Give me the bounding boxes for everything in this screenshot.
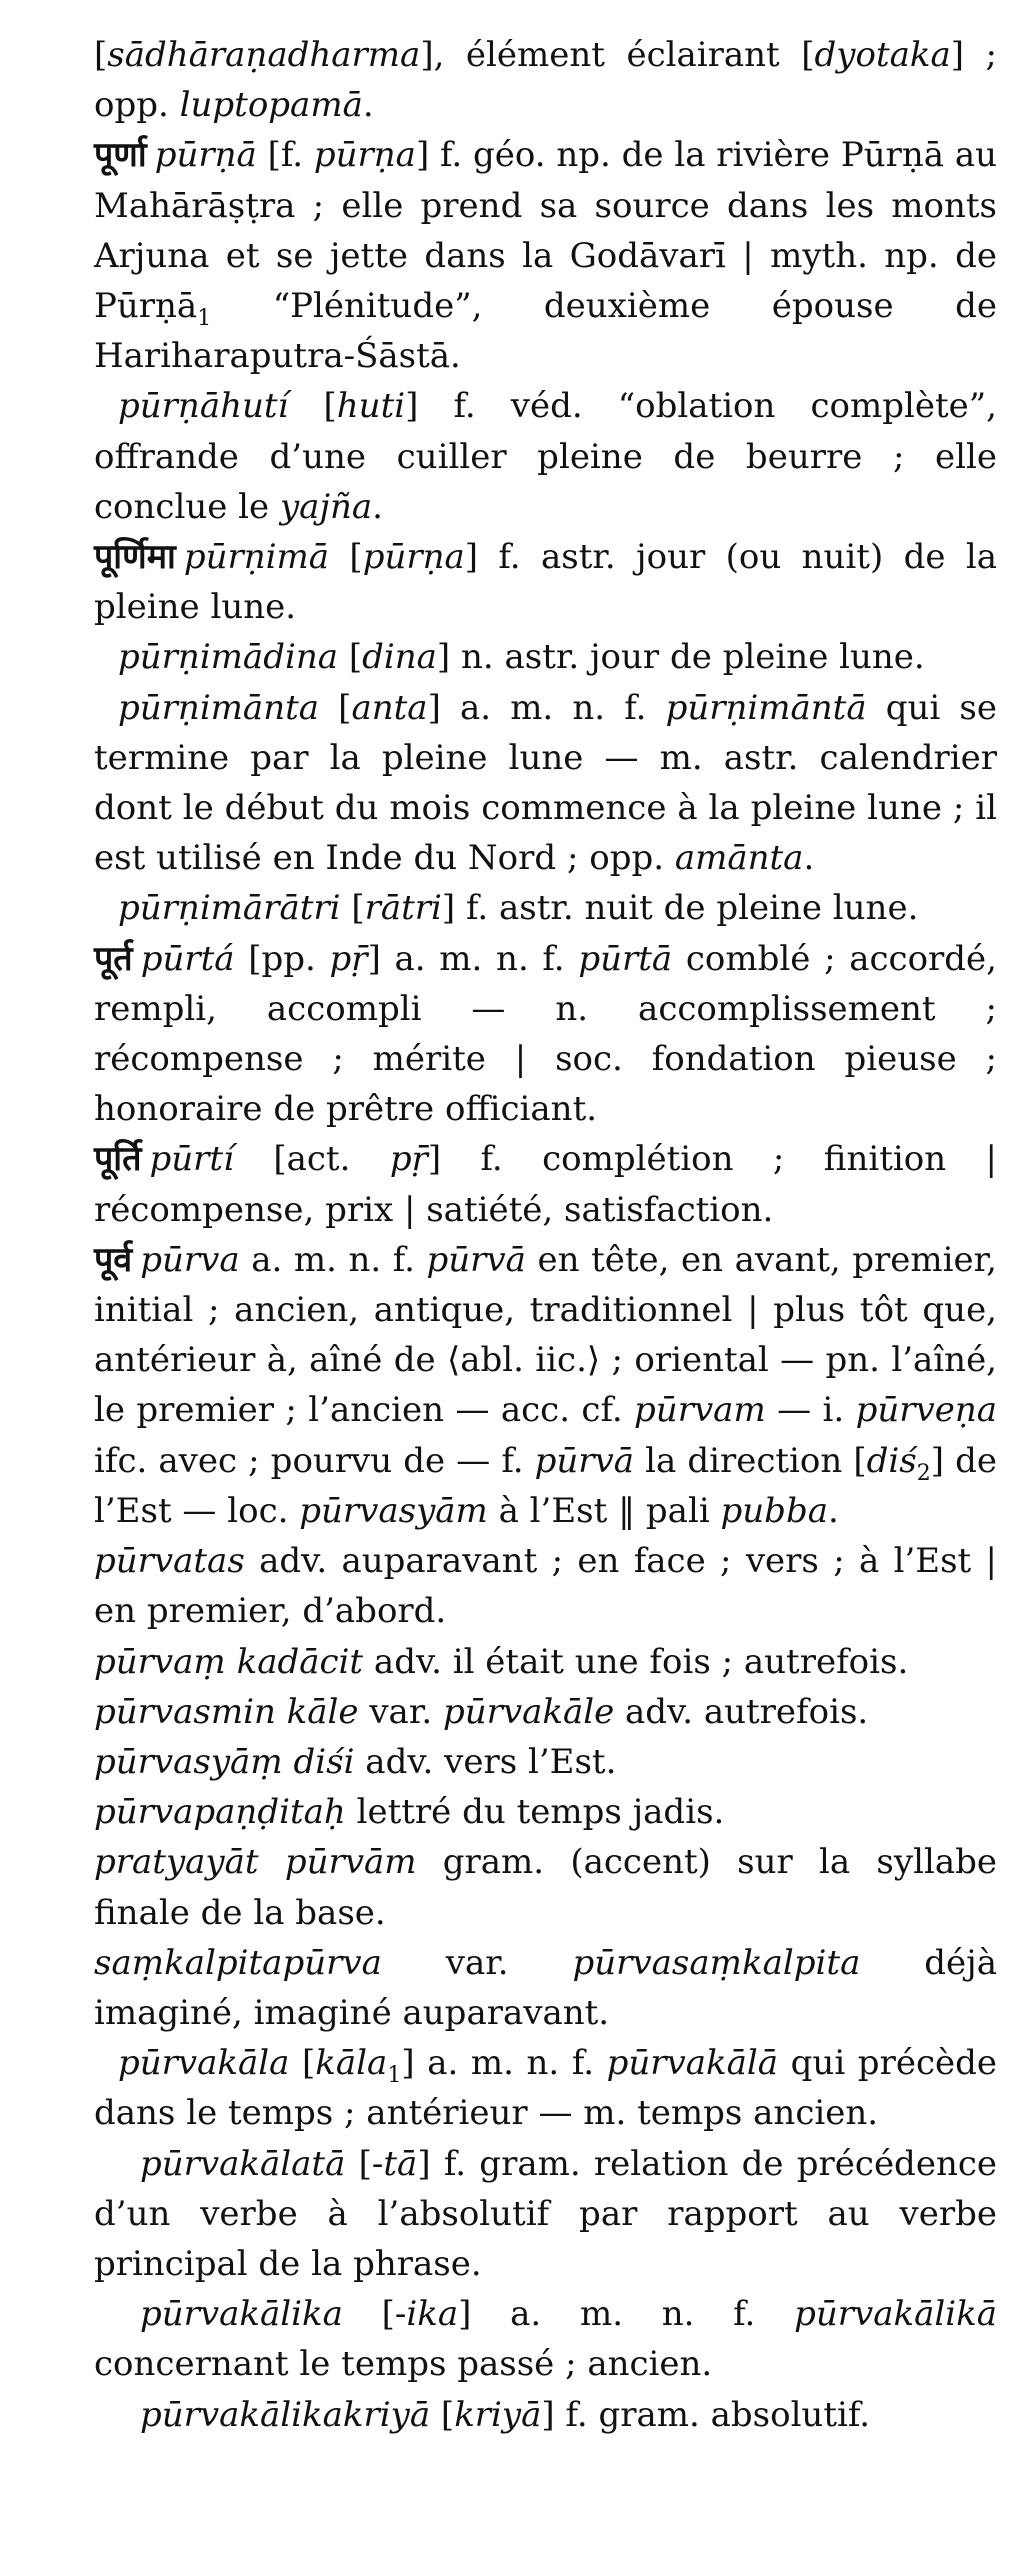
entry-text: a. m. n. f. [239, 1239, 427, 1280]
dictionary-entry [94, 130, 997, 381]
entry-text: ] f. véd. “oblation complète”, offrande d’une cuiller pleine de beurre ; elle conclue le [94, 386, 997, 527]
dictionary-entry [94, 2390, 997, 2440]
italic-term: pūrvakālā [606, 2043, 779, 2084]
devanagari-headword: पूर्ति [94, 1139, 142, 1180]
entry-text: ] f. gram. relation de précédence d’un verbe à l’absolutif par rapport au verbe principal de la phrase. [94, 2143, 998, 2284]
dictionary-entry [94, 1837, 997, 1937]
dictionary-entry [94, 1235, 997, 1536]
entry-text: ] f. géo. np. de la rivière Pūrṇā au Mahārāṣṭra ; elle prend sa source dans les monts Arjuna et se jette dans la Godāvarī | myth. np. de Pūrṇā [94, 135, 997, 327]
italic-term: dyotaka [814, 35, 951, 75]
italic-term: anta [351, 687, 428, 728]
dictionary-entry [94, 1134, 997, 1234]
italic-term: pūrvapaṇḍitaḥ [94, 1792, 346, 1833]
dictionary-entry [94, 2289, 997, 2389]
italic-term: pūrveṇa [855, 1390, 997, 1431]
italic-term: pūrvakālatā [140, 2143, 346, 2184]
entry-text: [ [340, 888, 365, 929]
entry-text: ] de l’Est — loc. [94, 1440, 997, 1531]
italic-term: pubba [720, 1490, 828, 1531]
dictionary-entry [94, 1787, 997, 1837]
italic-term: yajña [279, 486, 373, 527]
entry-text: var. [358, 1691, 443, 1732]
entry-text: [ [289, 2043, 316, 2084]
dictionary-entry [94, 1536, 997, 1636]
entry-text: [ [94, 35, 108, 75]
entry-text: à l’Est ‖ pali [487, 1490, 721, 1531]
entry-text: ] f. astr. jour (ou nuit) de la pleine lune. [94, 537, 997, 628]
entry-text: en tête, en avant, premier, initial ; ancien, antique, traditionnel | plus tôt que, antérieur à, aîné de ⟨abl. iic.⟩ ; oriental — pn. l’aîné, le premier ; l’ancien — acc. cf. [94, 1239, 997, 1431]
italic-term: pūrṇimāntā [665, 687, 867, 728]
entry-text: ] f. astr. nuit de pleine lune. [441, 888, 919, 929]
italic-term: pūrṇa [362, 537, 465, 578]
entry-text: . [362, 85, 374, 126]
devanagari-headword: पूर्णा [94, 135, 147, 176]
entry-text: [ [319, 687, 352, 728]
entry-text: [ [288, 386, 337, 427]
italic-term: pūrvakāla [118, 2043, 290, 2084]
italic-term: rātri [364, 888, 442, 929]
italic-term: diś [866, 1440, 917, 1481]
dictionary-entry [94, 632, 997, 682]
entry-text: — i. [765, 1390, 856, 1431]
italic-term: pūrva [140, 1239, 240, 1280]
dictionary-entry [94, 1637, 997, 1687]
italic-term: pratyayāt pūrvām [94, 1842, 417, 1883]
italic-term: amānta [674, 838, 804, 879]
entry-text: comblé ; accordé, rempli, accompli — n. accomplissement ; récompense ; mérite | soc. fondation pieuse ; honoraire de prêtre officiant. [94, 938, 997, 1130]
italic-term: pūrvakālikā [794, 2294, 997, 2335]
italic-term: ika [406, 2294, 459, 2335]
italic-term: pūrvakālika [140, 2294, 343, 2335]
italic-term: pūrvam [634, 1390, 766, 1431]
entry-text: [pp. [234, 938, 330, 979]
italic-term: pūrṇimārātri [118, 888, 341, 929]
entry-text: . [827, 1490, 839, 1531]
entry-text: . [803, 838, 815, 879]
entry-text: la direction [ [634, 1440, 867, 1481]
italic-term: pṝ [329, 938, 368, 979]
italic-term: pūrṇimā [183, 537, 330, 578]
italic-term: pūrvakāle [442, 1691, 615, 1732]
italic-term: pūrṇā [154, 135, 257, 176]
dictionary-entry [94, 1687, 997, 1737]
entry-text: qui se termine par la pleine lune — m. astr. calendrier dont le début du mois commence à la pleine lune ; il est utilisé en Inde du Nord ; opp. [94, 687, 997, 879]
italic-term: tā [383, 2143, 418, 2184]
entry-text: ] ; opp. [94, 35, 997, 126]
devanagari-headword: पूर्णिमा [94, 537, 176, 578]
entry-text: ] n. astr. jour de pleine lune. [436, 637, 925, 678]
italic-term: huti [336, 386, 406, 427]
italic-term: pūrtā [578, 938, 673, 979]
italic-term: pūrvasyāṃ diśi [94, 1741, 355, 1782]
entry-text: ], élément éclairant [ [420, 35, 815, 75]
entry-text: [act. [233, 1139, 390, 1180]
dictionary-entry [94, 1938, 997, 2038]
entry-text: [ [329, 537, 363, 578]
italic-term: pūrvakālikakriyā [140, 2394, 431, 2435]
homonym-index: 1 [197, 305, 212, 331]
entry-text: ] a. m. n. f. [427, 687, 666, 728]
entry-text: ] a. m. n. f. [401, 2043, 607, 2084]
italic-term: pūrvasaṃkalpita [572, 1942, 861, 1983]
entry-text: . [372, 486, 383, 527]
entry-text: [f. [256, 135, 314, 176]
dictionary-entry [94, 883, 997, 933]
devanagari-headword: पूर्त [94, 938, 133, 979]
italic-term: sādhāraṇadharma [107, 35, 421, 75]
entry-text: adv. auparavant ; en face ; vers ; à l’Est | en premier, d’abord. [94, 1541, 997, 1632]
italic-term: pūrtí [149, 1139, 234, 1180]
italic-term: pūrṇa [313, 135, 416, 176]
italic-term: pūrṇimādina [118, 637, 339, 678]
entry-text: ] f. complétion ; finition | récompense, prix | satiété, satisfaction. [94, 1139, 997, 1230]
dictionary-entry [94, 532, 997, 632]
entry-text: déjà imaginé, imaginé auparavant. [94, 1942, 997, 2033]
italic-term: pūrvasyām [299, 1490, 488, 1531]
italic-term: pūrṇimānta [118, 687, 320, 728]
italic-term: pūrvaṃ kadācit [94, 1641, 364, 1682]
dictionary-entry [94, 683, 997, 884]
homonym-index: 2 [916, 1460, 931, 1486]
italic-term: pūrvā [426, 1239, 526, 1280]
entry-text: gram. (accent) sur la syllabe finale de la base. [94, 1842, 997, 1933]
italic-term: kāla [315, 2043, 388, 2084]
dictionary-entry [94, 2038, 997, 2138]
entry-text: [ [338, 637, 363, 678]
entry-text: [- [342, 2294, 407, 2335]
entry-text: ] a. m. n. f. [367, 938, 579, 979]
dictionary-entry [94, 934, 997, 1135]
entry-text: qui précède dans le temps ; antérieur — m. temps ancien. [94, 2043, 997, 2134]
entry-text: [- [345, 2143, 384, 2184]
italic-term: pūrvā [534, 1440, 634, 1481]
italic-term: pūrvasmin kāle [94, 1691, 359, 1732]
entry-text: var. [381, 1942, 573, 1983]
italic-term: saṃkalpitapūrva [94, 1942, 382, 1983]
entry-text: adv. il était une fois ; autrefois. [363, 1641, 909, 1682]
entry-text: concernant le temps passé ; ancien. [94, 2344, 713, 2385]
dictionary-entry [94, 1737, 997, 1787]
entry-text: ] f. gram. absolutif. [541, 2394, 871, 2435]
dictionary-entry [94, 2139, 997, 2290]
italic-term: pūrṇāhutí [118, 386, 289, 427]
entry-text: lettré du temps jadis. [345, 1792, 725, 1833]
dictionary-entry [94, 381, 997, 532]
italic-term: pūrvatas [94, 1541, 245, 1582]
entry-text: ] a. m. n. f. [458, 2294, 795, 2335]
italic-term: kriyā [454, 2394, 542, 2435]
italic-term: pūrtá [140, 938, 235, 979]
homonym-index: 1 [387, 2062, 402, 2088]
entry-text: “Plénitude”, deuxième épouse de Hariharaputra-Śāstā. [94, 286, 997, 377]
devanagari-headword: पूर्व [94, 1239, 133, 1280]
entry-text: adv. autrefois. [614, 1691, 869, 1732]
dictionary-entry [94, 30, 997, 130]
italic-term: dina [362, 637, 437, 678]
italic-term: luptopamā [179, 85, 363, 126]
entry-text: [ [430, 2394, 455, 2435]
italic-term: pṝ [389, 1139, 428, 1180]
entry-text: adv. vers l’Est. [354, 1741, 617, 1782]
entry-text: ifc. avec ; pourvu de — f. [94, 1440, 535, 1481]
